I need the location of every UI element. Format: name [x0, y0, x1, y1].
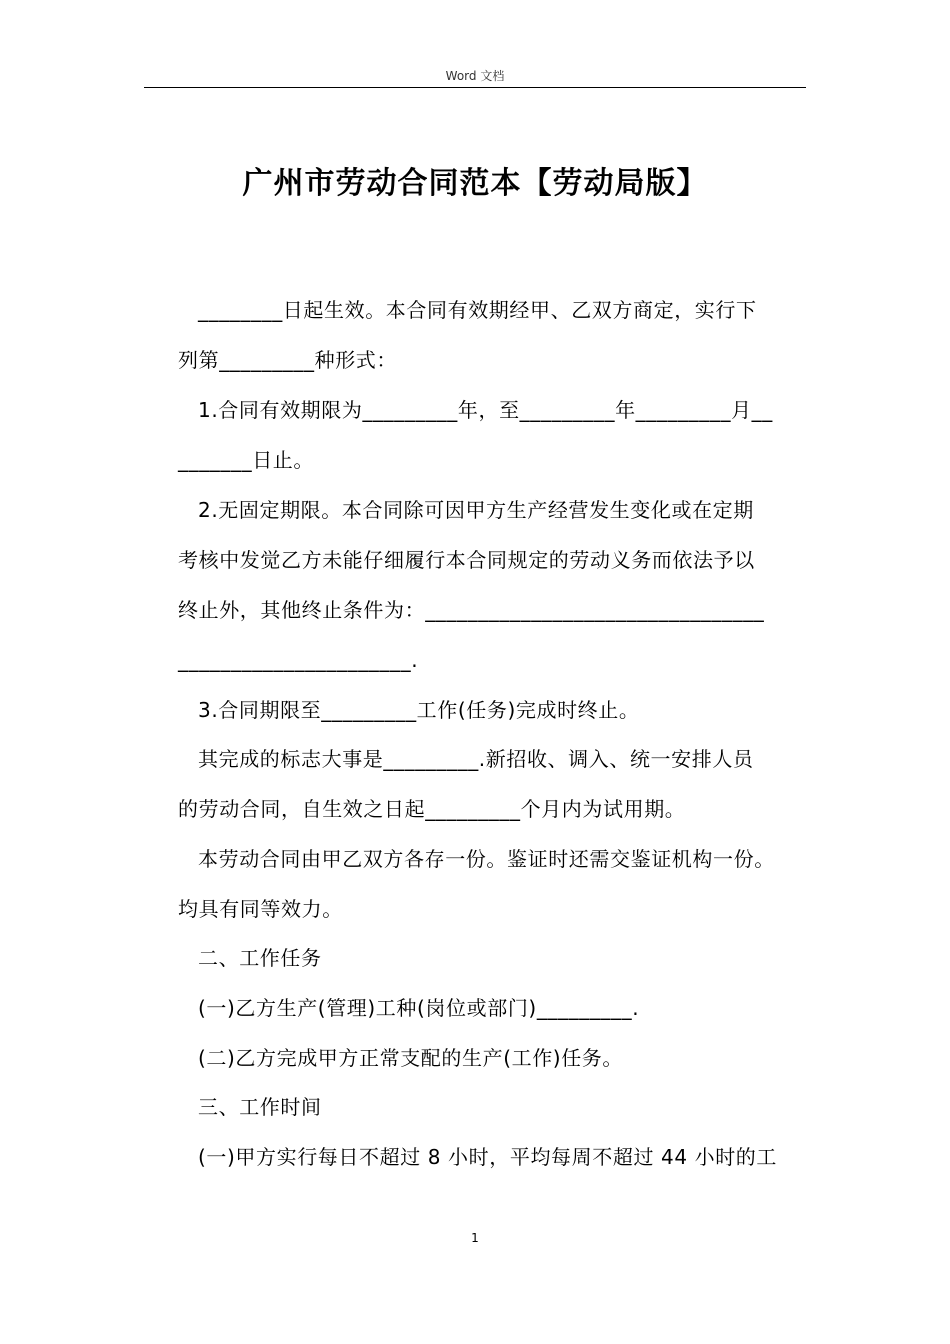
header-text: Word 文档: [445, 69, 505, 83]
body-line: 本劳动合同由甲乙双方各存一份。鉴证时还需交鉴证机构一份。: [198, 847, 775, 871]
body-line: (二)乙方完成甲方正常支配的生产(工作)任务。: [198, 1046, 624, 1070]
document-title: 广州市劳动合同范本【劳动局版】: [242, 166, 708, 201]
body-line: ______________________.: [178, 648, 419, 672]
body-line: _______日止。: [178, 448, 314, 472]
body-line: 1.合同有效期限为_________年，至_________年_________月__: [198, 398, 773, 422]
body-line: 列第_________种形式：: [178, 348, 397, 372]
body-line: ________日起生效。本合同有效期经甲、乙双方商定，实行下: [198, 298, 757, 322]
body-line: (一)甲方实行每日不超过 8 小时，平均每周不超过 44 小时的工: [198, 1145, 778, 1169]
section-heading: 三、工作时间: [198, 1095, 322, 1119]
page-number: 1: [471, 1231, 479, 1245]
body-line: 3.合同期限至_________工作(任务)完成时终止。: [198, 698, 640, 722]
body-line: 其完成的标志大事是_________.新招收、调入、统一安排人员: [198, 747, 754, 771]
section-heading: 二、工作任务: [198, 946, 322, 970]
body-line: 的劳动合同，自生效之日起_________个月内为试用期。: [178, 797, 686, 821]
body-line: 2.无固定期限。本合同除可因甲方生产经营发生变化或在定期: [198, 498, 754, 522]
body-line: (一)乙方生产(管理)工种(岗位或部门)_________.: [198, 996, 640, 1020]
body-line: 均具有同等效力。: [178, 897, 343, 921]
header-divider: [144, 87, 806, 88]
body-line: 终止外，其他终止条件为：________________________________: [178, 598, 765, 622]
body-line: 考核中发觉乙方未能仔细履行本合同规定的劳动义务而依法予以: [178, 548, 755, 572]
